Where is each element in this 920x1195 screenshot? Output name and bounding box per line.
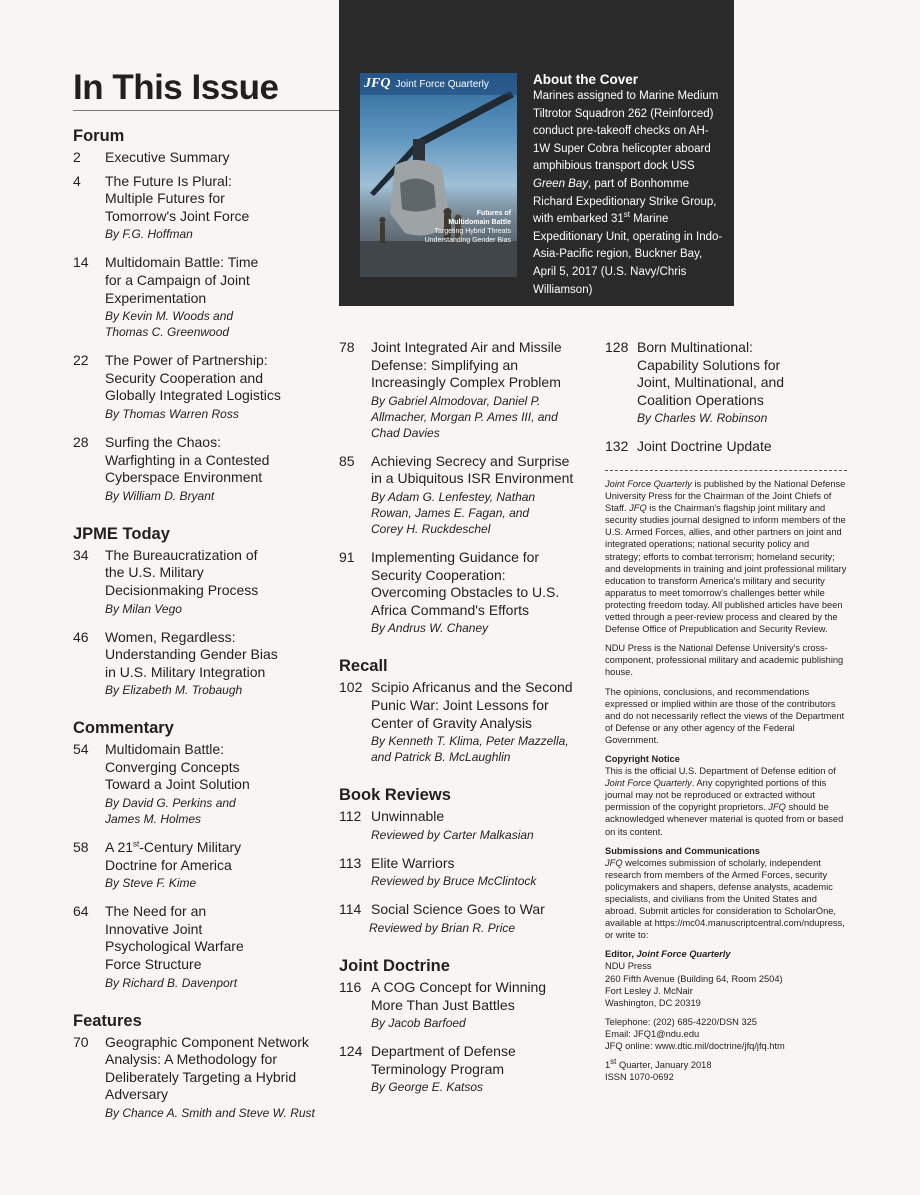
toc-entry[interactable] [605,339,850,426]
article-author: By Elizabeth M. Trobaugh [105,683,243,698]
toc-entry[interactable] [73,352,323,422]
article-author: By Milan Vego [105,601,182,616]
section-heading-commentary: Commentary [73,719,174,738]
website-link[interactable]: JFQ online: www.dtic.mil/doctrine/jfq/jfq.htm [605,1041,785,1052]
page-number: 78 [339,339,355,355]
article-author: By William D. Bryant [105,488,215,503]
cover-image[interactable] [360,73,517,277]
toc-entry[interactable] [73,629,323,699]
editor-label: Editor, [605,949,637,960]
address-line: NDU Press [605,961,652,972]
article-title: Joint Doctrine Update [637,438,772,455]
article-title: A COG Concept for Winning More Than Just Battles [371,978,547,1013]
page-number: 113 [339,854,362,871]
page-number: 64 [73,903,89,920]
page-number: 91 [339,548,355,565]
quarter-superscript: st [610,1057,617,1067]
publication-abbrev: JFQ [605,857,623,868]
text-part: is the Chairman's flagship joint military and security studies journal designed to inform members of the U.S. Armed Forces, allies, and other partners on joint and integrated operations; national security policy and strategy; efforts to combat terrorism; homeland security; and developments in training and joint professional military education to transform America's military and security apparatus to meet tomorrow's challenges better while protecting freedom today. All published articles have been vetted through a peer-review process and cleared by the Defense Office of Prepublication and Security Review. [605,503,847,635]
article-author: Reviewed by Carter Malkasian [371,827,534,842]
dashed-divider [605,470,847,471]
about-cover-title: About the Cover [533,72,639,87]
article-title: Women, Regardless: Understanding Gender Bias in U.S. Military Integration [105,628,278,680]
text-part: . Any copyrighted portions of this journal may not be reproduced or extracted without permission of the copyright proprietors. [605,778,827,813]
publication-name: Joint Force Quarterly [605,778,692,789]
section-heading-features: Features [73,1011,142,1030]
article-author: By Chance A. Smith and Steve W. Rust [105,1106,315,1120]
mailing-address [605,960,847,1008]
publication-info [605,478,847,1090]
toc-entry[interactable] [73,149,323,167]
toc-entry[interactable] [339,1043,589,1095]
cover-headline-line: Multidomain Battle [448,219,511,226]
email-link[interactable]: Email: JFQ1@ndu.edu [605,1028,700,1039]
quarter-text: Quarter, January 2018 [616,1060,712,1071]
section-heading-jpme-today: JPME Today [73,524,170,543]
article-title: Surfing the Chaos: Warfighting in a Contested Cyberspace Environment [105,433,270,486]
about-ship-name: Green Bay [533,177,588,190]
disclaimer: The opinions, conclusions, and recommendations expressed or implied within are those of the contributors and do not necessarily reflect the views of the Department of Defense or any other agency of the Federal Government. [605,686,845,745]
copyright-notice [605,765,847,838]
article-author: By Richard B. Davenport [105,975,238,990]
toc-entry[interactable] [73,839,323,891]
article-title: The Future Is Plural: Multiple Futures for Tomorrow's Joint Force [105,172,250,224]
ndu-press-statement: NDU Press is the National Defense University's cross-component, professional military and academic publishing house. [605,643,844,678]
cover-masthead [360,73,517,95]
toc-entry[interactable] [73,434,323,504]
article-title: Multidomain Battle: Converging Concepts Toward a Joint Solution [105,741,250,793]
toc-entry[interactable] [339,453,589,537]
page-number: 102 [339,679,363,696]
text-part: This is the official U.S. Department of Defense edition of [605,766,836,777]
article-author: By Adam G. Lenfestey, Nathan Rowan, James E. Fagan, and Corey H. Ruckdeschel [371,489,536,536]
title-superscript: st [133,839,140,849]
article-title: Born Multinational: Capability Solutions for Joint, Multinational, and Coalition Operations [637,339,785,408]
article-title: Social Science Goes to War [371,901,545,918]
submissions-text [605,857,847,942]
toc-entry[interactable] [73,547,323,617]
page-number: 34 [73,546,89,563]
toc-column-1 [73,126,323,1121]
toc-entry[interactable] [73,254,323,340]
section-heading-forum: Forum [73,127,125,145]
toc-entry[interactable] [73,903,323,990]
copyright-heading: Copyright Notice [605,753,680,764]
article-title: Unwinnable [371,808,445,825]
issue-info [605,1059,847,1083]
article-title: Geographic Component Network Analysis: A Methodology for Deliberately Targeting a Hybrid Adversary [105,1033,309,1103]
about-text-part: , part of Bonhomme Richard Expeditionary Strike Group, with embarked 31 [533,177,717,226]
publication-abbrev: JFQ [629,503,647,514]
article-title: The Power of Partnership: Security Cooperation and Globally Integrated Logistics [105,352,281,404]
toc-entry[interactable] [339,808,589,843]
page-number: 85 [339,452,355,469]
page-number: 54 [73,741,89,758]
cover-headline-line: Futures of [476,210,511,217]
toc-column-3 [605,339,850,456]
article-author: By George E. Katsos [371,1080,484,1095]
editor-heading [605,948,847,960]
article-title: Elite Warriors [371,854,455,871]
page-number: 70 [73,1033,89,1050]
helicopter-illustration [360,73,517,277]
address-line: Washington, DC 20319 [605,997,701,1008]
article-title: Executive Summary [105,149,230,165]
article-author: By F.G. Hoffman [105,227,193,242]
publication-name: Joint Force Quarterly [605,479,692,489]
about-text-part: Marine Expeditionary Unit, operating in Indo-Asia-Pacific region, Buckner Bay, April 5, 2017 (U.S. Navy/Chris Williamson) [533,213,723,296]
page-number: 14 [73,254,89,271]
about-cover-text [533,88,723,299]
article-author: By Thomas Warren Ross [105,406,239,421]
page-number: 132 [605,438,629,455]
page-number: 46 [73,628,89,645]
article-title: The Bureaucratization of the U.S. Military Decisionmaking Process [105,546,259,598]
toc-entry[interactable] [339,979,589,1031]
toc-entry[interactable] [73,1034,323,1121]
page-number: 112 [339,808,362,825]
page-number: 4 [73,172,81,189]
page-number: 2 [73,149,81,165]
toc-entry[interactable] [339,339,589,441]
article-title [105,839,265,874]
toc-entry[interactable] [339,901,589,936]
article-author: By Steve F. Kime [105,876,197,891]
page-number: 128 [605,339,629,355]
title-rule [73,110,339,111]
contact-info [605,1016,847,1052]
toc-entry[interactable] [339,549,589,636]
cover-panel [339,0,734,306]
page-number: 22 [73,352,89,369]
publication-abbrev: JFQ [768,802,786,813]
toc-column-2 [339,339,589,1095]
article-author: By Kenneth T. Klima, Peter Mazzella, and Patrick B. McLaughlin [371,734,569,765]
page-number: 28 [73,433,89,450]
article-author: By Kevin M. Woods and Thomas C. Greenwood [105,309,234,340]
section-heading-book-reviews: Book Reviews [339,786,451,805]
text-part: should be acknowledged whenever material is quoted from or based on its content. [605,802,844,837]
article-author: By Gabriel Almodovar, Daniel P. Allmacher, Morgan P. Ames III, and Chad Davies [371,393,558,440]
title-part: A 21 [105,839,134,856]
section-heading-joint-doctrine: Joint Doctrine [339,956,450,975]
article-title: Multidomain Battle: Time for a Campaign of Joint Experimentation [105,254,259,306]
article-title: Joint Integrated Air and Missile Defense: Simplifying an Increasingly Complex Problem [371,339,562,391]
cover-logo: JFQ [364,76,391,91]
article-title: Achieving Secrecy and Surprise in a Ubiquitous ISR Environment [371,452,574,487]
about-text-part: Marines assigned to Marine Medium Tiltrotor Squadron 262 (Reinforced) conduct pre-takeoff checks on AH-1W Super Cobra helicopter aboard amphibious transport dock USS [533,90,719,173]
address-line: 260 Fifth Avenue (Building 64, Room 2504) [605,973,783,984]
article-title: Department of Defense Terminology Program [371,1043,516,1077]
article-author: By Charles W. Robinson [637,411,768,426]
cover-headline-line: Understanding Gender Bias [424,237,511,244]
cover-masthead-title: Joint Force Quarterly [395,78,489,90]
address-line: Fort Lesley J. McNair [605,985,693,996]
issn: ISSN 1070-0692 [605,1072,674,1083]
cover-headline [425,209,511,245]
article-title: Scipio Africanus and the Second Punic War: Joint Lessons for Center of Gravity Analysis [371,679,573,731]
about-superscript: st [623,210,631,220]
article-author: By Jacob Barfoed [371,1016,466,1031]
text-part: welcomes submission of scholarly, independent research from members of the Armed Forces, security policymakers and shapers, defense analysts, academic specialists, and civilians from the United States and abroad. Submit articles for consideration to ScholarOne, available at https://mc04.manuscriptcentral.com/ndupress, or write to: [605,857,845,941]
toc-entry[interactable] [73,173,323,243]
section-heading-recall: Recall [339,657,388,676]
telephone: Telephone: (202) 685-4220/DSN 325 [605,1016,757,1027]
editor-publication: Joint Force Quarterly [636,949,731,960]
article-author: By David G. Perkins and James M. Holmes [105,796,236,827]
page-number: 58 [73,839,89,856]
toc-entry[interactable] [605,438,850,456]
article-author: By Andrus W. Chaney [371,621,489,636]
toc-entry[interactable] [339,855,589,890]
toc-entry[interactable] [339,679,589,765]
article-title: The Need for an Innovative Joint Psychological Warfare Force Structure [105,903,244,973]
quarter-number: 1 [605,1060,611,1071]
cover-headline-line: Targeting Hybrid Threats [434,228,511,235]
title-part: -Century Military Doctrine for America [105,839,242,873]
page-number: 116 [339,978,362,995]
page-title: In This Issue [73,68,279,107]
text-part: is published by the National Defense University Press for the Chairman of the Joint Chiefs of Staff. [605,479,846,514]
page-number: 114 [339,901,362,918]
submissions-heading: Submissions and Communications [605,845,760,856]
article-author: Reviewed by Brian R. Price [369,920,516,935]
article-author: Reviewed by Bruce McClintock [371,874,537,889]
page-number: 124 [339,1043,363,1060]
toc-entry[interactable] [73,741,323,827]
article-title: Implementing Guidance for Security Cooperation: Overcoming Obstacles to U.S. Africa Command's Efforts [371,548,560,618]
publication-statement [605,478,847,635]
